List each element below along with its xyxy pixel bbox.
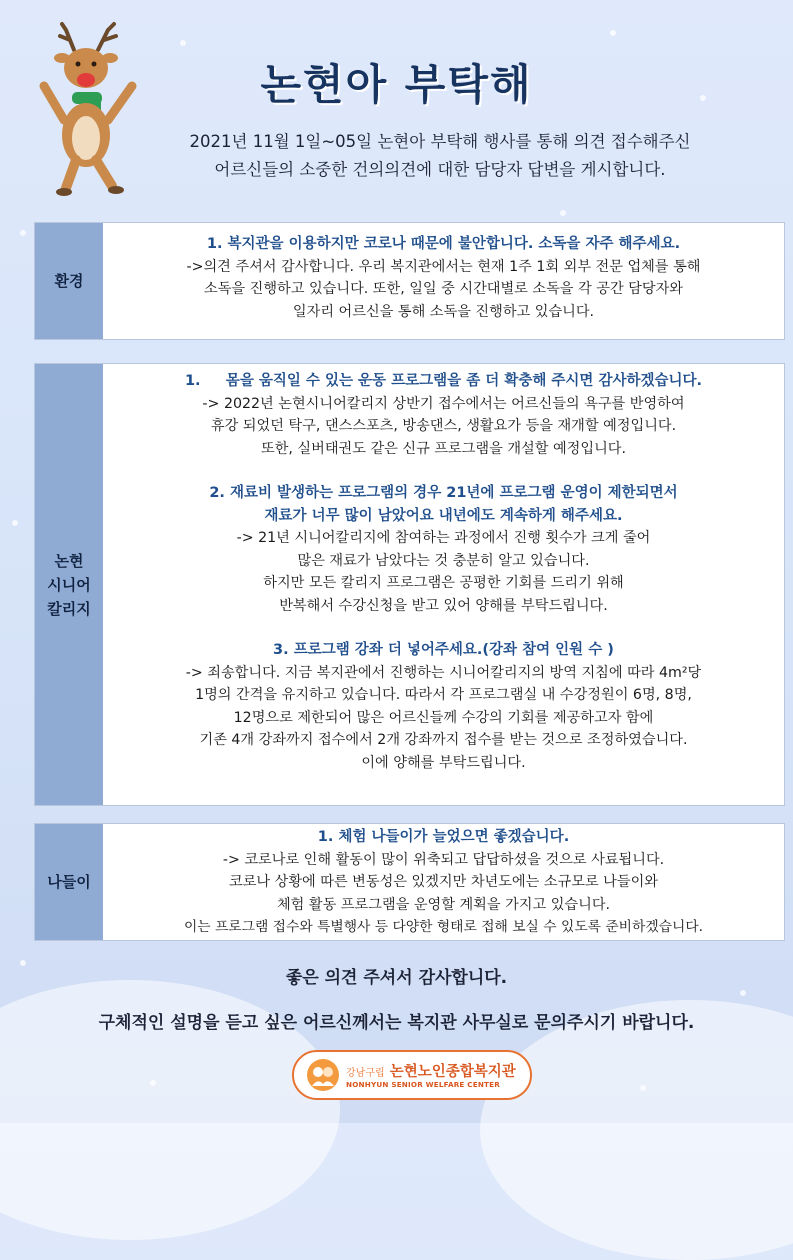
answer-line: 일자리 어르신을 통해 소독을 진행하고 있습니다. xyxy=(292,303,595,320)
question-text: 3. 프로그램 강좌 더 넣어주세요.(강좌 참여 인원 수 ) xyxy=(273,642,614,658)
answer-line: 많은 재료가 남았다는 것 충분히 알고 있습니다. xyxy=(297,552,590,569)
answer-line: ->의견 주셔서 감사합니다. 우리 복지관에서는 현재 1주 1회 외부 전문 업체를 통해 xyxy=(186,258,701,275)
closing-thanks: 좋은 의견 주셔서 감사합니다. xyxy=(285,968,508,988)
section-body xyxy=(103,223,784,339)
answer-line: -> 2022년 논현시니어칼리지 상반기 접수에서는 어르신들의 욕구를 반영하여 xyxy=(202,395,685,412)
answer-line: 이는 프로그램 접수와 특별행사 등 다양한 형태로 접해 보실 수 있도록 준비하겠습니다. xyxy=(183,919,704,935)
section-environment xyxy=(34,222,785,340)
answer-line: 반복해서 수강신청을 받고 있어 양해를 부탁드립니다. xyxy=(279,597,608,614)
logo-mark-icon xyxy=(306,1058,340,1092)
question-text: 2. 재료비 발생하는 프로그램의 경우 21년에 프로그램 운영이 제한되면서 xyxy=(209,485,678,501)
section-body xyxy=(103,824,784,940)
answer-line: 소독을 진행하고 있습니다. 또한, 일일 중 시간대별로 소독을 각 공간 담당자와 xyxy=(204,281,683,297)
answer-line: 코로나 상황에 따른 변동성은 있겠지만 차년도에는 소규모로 나들이와 xyxy=(228,874,659,890)
category-label: 나들이 xyxy=(35,824,103,940)
answer-line: 12명으로 제한되어 많은 어르신들께 수강의 기회를 제공하고자 함에 xyxy=(233,709,654,726)
answer-line: 체험 활동 프로그램을 운영할 계획을 가지고 있습니다. xyxy=(276,896,611,913)
answer-line: 또한, 실버태권도 같은 신규 프로그램을 개설할 예정입니다. xyxy=(260,440,626,457)
section-body xyxy=(103,364,784,805)
welfare-center-logo xyxy=(292,1050,532,1100)
intro-line: 어르신들의 소중한 건의의견에 대한 담당자 답변을 게시합니다. xyxy=(214,160,666,179)
answer-line: 이에 양해를 부탁드립니다. xyxy=(361,754,526,771)
category-label: 논현 시니어 칼리지 xyxy=(35,364,103,805)
question-text: 1. 몸을 움직일 수 있는 운동 프로그램을 좀 더 확충해 주시면 감사하겠습니다. xyxy=(184,373,703,389)
closing-contact: 구체적인 설명을 듣고 싶은 어르신께서는 복지관 사무실로 문의주시기 바랍니다. xyxy=(98,1013,695,1033)
question-text: 1. 복지관을 이용하지만 코로나 때문에 불안합니다. 소독을 자주 해주세요. xyxy=(206,236,681,252)
question-text: 재료가 너무 많이 남았어요 내년에도 계속하게 해주세요. xyxy=(264,507,623,524)
answer-line: -> 21년 시니어칼리지에 참여하는 과정에서 진행 횟수가 크게 줄어 xyxy=(236,530,651,546)
category-label: 환경 xyxy=(35,223,103,339)
question-text: 1. 체험 나들이가 늘었으면 좋겠습니다. xyxy=(317,829,570,845)
answer-line: 휴강 되었던 탁구, 댄스스포츠, 방송댄스, 생활요가 등을 재개할 예정입니다. xyxy=(210,418,677,434)
section-outing xyxy=(34,823,785,941)
intro-text xyxy=(120,128,760,184)
answer-line: -> 죄송합니다. 지금 복지관에서 진행하는 시니어칼리지의 방역 지침에 따라 4m²당 xyxy=(185,664,702,681)
answer-line: 기존 4개 강좌까지 접수에서 2개 강좌까지 접수를 받는 것으로 조정하였습니다. xyxy=(199,732,688,748)
logo-name: 논현노인종합복지관 xyxy=(389,1063,516,1080)
intro-line: 2021년 11월 1일~05일 논현아 부탁해 행사를 통해 의견 접수해주신 xyxy=(189,132,691,151)
answer-line: 1명의 간격을 유지하고 있습니다. 따라서 각 프로그램실 내 수강정원이 6명, 8명, xyxy=(195,687,692,703)
background-hill xyxy=(480,1000,793,1260)
answer-line: 하지만 모든 칼리지 프로그램은 공평한 기회를 드리기 위해 xyxy=(263,575,624,591)
page-title: 논현아 부탁해 xyxy=(260,60,533,109)
logo-district: 강남구립 xyxy=(346,1067,385,1079)
answer-line: -> 코로나로 인해 활동이 많이 위축되고 답답하셨을 것으로 사료됩니다. xyxy=(222,851,665,868)
logo-english: NONHYUN SENIOR WELFARE CENTER xyxy=(346,1079,500,1089)
section-senior-college xyxy=(34,363,785,806)
